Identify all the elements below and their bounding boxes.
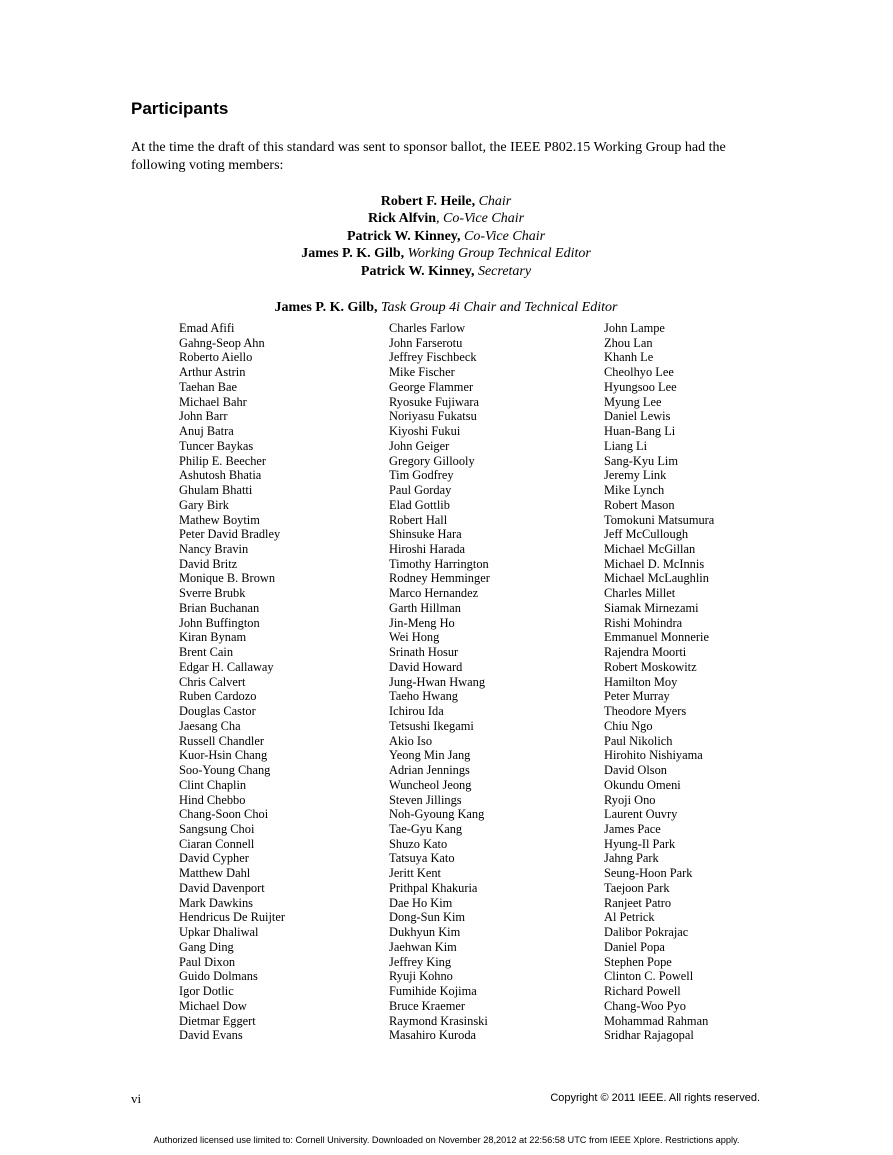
member-name: Ryuji Kohno (389, 969, 453, 984)
member-name: Robert Mason (604, 497, 675, 512)
member-name: David Howard (389, 659, 463, 674)
member-name: Anuj Batra (179, 424, 234, 439)
member-name: Daniel Lewis (604, 409, 671, 424)
member-name: Gregory Gillooly (389, 453, 475, 468)
member-name: David Cypher (179, 851, 249, 866)
member-name: Sridhar Rajagopal (604, 1028, 694, 1043)
member-name: Chiu Ngo (604, 718, 653, 733)
members-column-3 (604, 321, 714, 1043)
member-name: Robert Hall (389, 512, 448, 527)
member-name: Robert Moskowitz (604, 659, 697, 674)
officer-name: Robert F. Heile, (380, 194, 476, 209)
officer-name: Patrick W. Kinney, (346, 228, 461, 244)
member-name: John Barr (179, 409, 228, 424)
member-name: Rishi Mohindra (604, 615, 683, 630)
member-name: Ichirou Ida (389, 704, 444, 719)
member-name: Akio Iso (389, 733, 433, 748)
member-name: David Britz (179, 556, 238, 571)
officer-secretary (131, 263, 761, 280)
member-name: Russell Chandler (179, 733, 265, 748)
member-name: Adrian Jennings (389, 763, 470, 778)
member-name: Mohammad Rahman (604, 1013, 709, 1028)
member-name: Jeffrey Fischbeck (389, 350, 477, 365)
member-name: David Evans (179, 1028, 243, 1043)
officer-role: Working Group Technical Editor (407, 246, 591, 262)
officer-name: James P. K. Gilb, (274, 300, 378, 315)
member-name: Dae Ho Kim (389, 895, 453, 910)
member-name: Jin-Meng Ho (389, 615, 455, 630)
member-name: Igor Dotlic (179, 984, 234, 999)
member-name: Jeritt Kent (389, 866, 441, 881)
member-name: Okundu Omeni (604, 777, 681, 792)
member-name: Michael McLaughlin (604, 571, 709, 586)
officer-role: Co-Vice Chair (464, 228, 546, 244)
member-name: Peter Murray (604, 689, 670, 704)
member-name: Shinsuke Hara (389, 527, 462, 542)
member-name: Dong-Sun Kim (389, 910, 466, 925)
member-name: Dietmar Eggert (179, 1013, 256, 1028)
officer-role: Task Group 4i Chair and Technical Editor (380, 300, 618, 315)
member-name: Mark Dawkins (179, 895, 253, 910)
member-name: David Davenport (179, 880, 265, 895)
member-name: Peter David Bradley (179, 527, 281, 542)
member-name: Wei Hong (389, 630, 440, 645)
member-name: Myung Lee (604, 394, 662, 409)
member-name: Edgar H. Callaway (179, 659, 274, 674)
member-name: Jaesang Cha (179, 718, 241, 733)
member-name: Timothy Harrington (389, 556, 489, 571)
member-name: Rodney Hemminger (389, 571, 490, 586)
member-name: Garth Hillman (389, 600, 461, 615)
member-name: Ranjeet Patro (604, 895, 672, 910)
member-name: Michael McGillan (604, 542, 696, 557)
member-name: Dalibor Pokrajac (604, 925, 689, 940)
member-name: Huan-Bang Li (604, 424, 676, 439)
member-name: Liang Li (604, 438, 648, 453)
member-name: Michael D. McInnis (604, 556, 705, 571)
member-name: Seung-Hoon Park (604, 866, 693, 881)
officer-technical-editor (131, 245, 761, 262)
member-name: Mathew Boytim (179, 512, 260, 527)
member-name: Nancy Bravin (179, 542, 249, 557)
member-name: Clinton C. Powell (604, 969, 694, 984)
member-name: Monique B. Brown (179, 571, 276, 586)
member-name: Wuncheol Jeong (389, 777, 472, 792)
member-name: Hyung-Il Park (604, 836, 676, 851)
member-name: Hind Chebbo (179, 792, 246, 807)
member-name: Tatsuya Kato (389, 851, 455, 866)
member-name: Ghulam Bhatti (179, 483, 253, 498)
member-name: Ciaran Connell (179, 836, 255, 851)
member-name: Gang Ding (179, 939, 234, 954)
member-name: John Farserotu (389, 335, 463, 350)
member-name: John Lampe (604, 321, 665, 335)
member-name: Brent Cain (179, 645, 234, 660)
member-name: Taeho Hwang (389, 689, 458, 704)
member-name: Tuncer Baykas (179, 438, 254, 453)
member-name: Sang-Kyu Lim (604, 453, 678, 468)
member-name: Jahng Park (604, 851, 659, 866)
officer-co-vice-chair-2 (131, 228, 761, 245)
members-column-1 (179, 321, 285, 1043)
member-name: Hyungsoo Lee (604, 379, 677, 394)
member-name: John Buffington (179, 615, 260, 630)
members-column-2 (389, 321, 490, 1043)
member-name: Richard Powell (604, 984, 681, 999)
member-name: Taejoon Park (604, 880, 670, 895)
member-name: Ryosuke Fujiwara (389, 394, 480, 409)
member-name: Jeffrey King (389, 954, 452, 969)
member-name: Khanh Le (604, 350, 654, 365)
intro-paragraph: At the time the draft of this standard was sent to sponsor ballot, the IEEE P802.15 Working Group had the following voting members: (131, 140, 726, 173)
member-name: Gary Birk (179, 497, 229, 512)
member-name: Clint Chaplin (179, 777, 247, 792)
officer-name: James P. K. Gilb, (301, 246, 405, 262)
member-name: Srinath Hosur (389, 645, 459, 660)
member-name: Arthur Astrin (179, 365, 246, 380)
member-name: Steven Jillings (389, 792, 462, 807)
member-name: Soo-Young Chang (179, 763, 271, 778)
officer-role: , Co-Vice Chair (436, 211, 525, 227)
officer-name: Rick Alfvin (367, 211, 437, 227)
member-name: Tae-Gyu Kang (389, 821, 463, 836)
member-name: Douglas Castor (179, 704, 256, 719)
member-name: Masahiro Kuroda (389, 1028, 477, 1043)
member-name: Matthew Dahl (179, 866, 251, 881)
member-name: Taehan Bae (179, 379, 237, 394)
member-name: Charles Farlow (389, 321, 466, 335)
member-name: Paul Nikolich (604, 733, 673, 748)
member-name: Paul Gorday (389, 483, 452, 498)
officer-co-vice-chair-1 (131, 210, 761, 227)
member-name: George Flammer (389, 379, 474, 394)
member-name: Chris Calvert (179, 674, 246, 689)
member-name: Mike Fischer (389, 365, 455, 380)
member-name: Ryoji Ono (604, 792, 656, 807)
member-name: Theodore Myers (604, 704, 687, 719)
member-name: Hamilton Moy (604, 674, 678, 689)
member-name: Michael Bahr (179, 394, 247, 409)
member-name: Tetsushi Ikegami (389, 718, 474, 733)
member-name: Yeong Min Jang (389, 748, 471, 763)
member-name: Rajendra Moorti (604, 645, 687, 660)
member-name: Daniel Popa (604, 939, 665, 954)
member-name: Fumihide Kojima (389, 984, 477, 999)
member-name: Emad Afifi (179, 321, 235, 335)
member-name: Tim Godfrey (389, 468, 454, 483)
member-name: Cheolhyo Lee (604, 365, 674, 380)
officer-chair (131, 193, 761, 210)
member-name: Chang-Woo Pyo (604, 998, 686, 1013)
member-name: Sangsung Choi (179, 821, 255, 836)
member-name: Philip E. Beecher (179, 453, 267, 468)
member-name: Noh-Gyoung Kang (389, 807, 485, 822)
member-name: Michael Dow (179, 998, 247, 1013)
member-name: Shuzo Kato (389, 836, 448, 851)
section-heading: Participants (131, 99, 229, 118)
member-name: Kuor-Hsin Chang (179, 748, 268, 763)
page-number: vi (131, 1091, 142, 1106)
member-name: Zhou Lan (604, 335, 653, 350)
member-name: Elad Gottlib (389, 497, 450, 512)
member-name: Paul Dixon (179, 954, 236, 969)
member-name: Prithpal Khakuria (389, 880, 478, 895)
member-name: Hendricus De Ruijter (179, 910, 285, 925)
officer-role: Chair (478, 194, 512, 209)
member-name: Jaehwan Kim (389, 939, 457, 954)
member-name: Roberto Aiello (179, 350, 253, 365)
member-name: Bruce Kraemer (389, 998, 466, 1013)
member-name: Ruben Cardozo (179, 689, 257, 704)
member-name: Kiran Bynam (179, 630, 247, 645)
member-name: Jeff McCullough (604, 527, 689, 542)
member-name: Stephen Pope (604, 954, 672, 969)
member-name: Upkar Dhaliwal (179, 925, 259, 940)
member-name: Kiyoshi Fukui (389, 424, 461, 439)
member-name: Chang-Soon Choi (179, 807, 269, 822)
member-name: John Geiger (389, 438, 450, 453)
member-name: Brian Buchanan (179, 600, 260, 615)
member-name: Noriyasu Fukatsu (389, 409, 477, 424)
officer-name: Patrick W. Kinney, (360, 263, 475, 279)
officer-role: Secretary (477, 263, 532, 279)
officers-block (131, 193, 761, 280)
member-name: Jeremy Link (604, 468, 667, 483)
member-name: Ashutosh Bhatia (179, 468, 262, 483)
task-group-chair (131, 299, 761, 316)
member-name: James Pace (604, 821, 661, 836)
member-name: Charles Millet (604, 586, 676, 601)
member-name: Siamak Mirnezami (604, 600, 699, 615)
member-name: Gahng-Seop Ahn (179, 335, 265, 350)
member-name: David Olson (604, 763, 667, 778)
license-notice: Authorized licensed use limited to: Cornell University. Downloaded on November 28,2012 at 22:56:58 UTC from IEEE Xplore. Restrictions apply. (153, 1135, 740, 1145)
member-name: Dukhyun Kim (389, 925, 461, 940)
member-name: Hiroshi Harada (389, 542, 466, 557)
member-name: Jung-Hwan Hwang (389, 674, 486, 689)
member-name: Al Petrick (604, 910, 655, 925)
copyright-notice: Copyright © 2011 IEEE. All rights reserved. (550, 1092, 760, 1104)
member-name: Laurent Ouvry (604, 807, 678, 822)
member-name: Raymond Krasinski (389, 1013, 488, 1028)
member-name: Hirohito Nishiyama (604, 748, 703, 763)
member-name: Mike Lynch (604, 483, 665, 498)
member-name: Marco Hernandez (389, 586, 479, 601)
member-name: Sverre Brubk (179, 586, 246, 601)
member-name: Tomokuni Matsumura (604, 512, 715, 527)
member-name: Emmanuel Monnerie (604, 630, 709, 645)
member-name: Guido Dolmans (179, 969, 258, 984)
